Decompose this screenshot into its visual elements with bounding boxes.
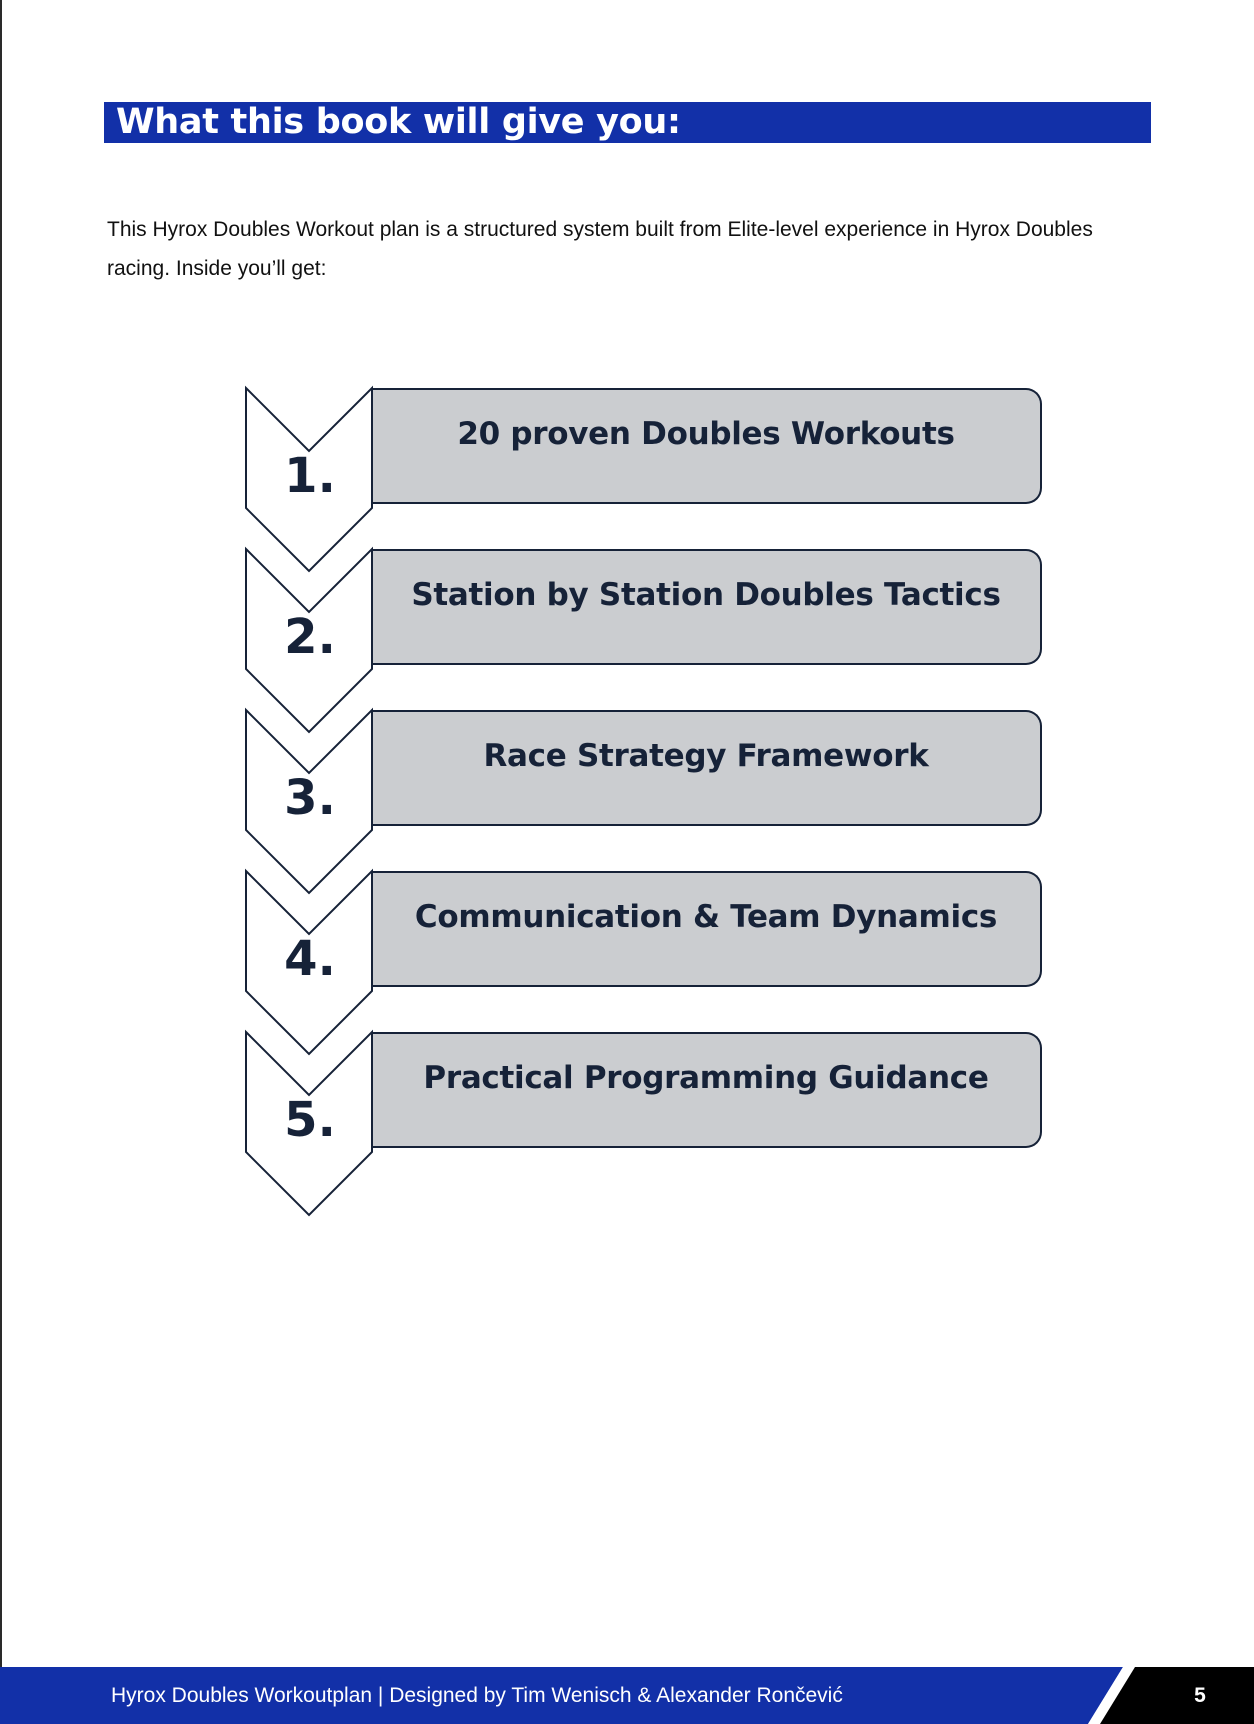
step-number: 3. (284, 770, 336, 826)
step-box (372, 549, 1042, 665)
step-label: 20 proven Doubles Workouts (457, 416, 955, 452)
step-number: 5. (284, 1092, 336, 1148)
step-label: Station by Station Doubles Tactics (411, 577, 1001, 613)
step-label: Practical Programming Guidance (423, 1060, 989, 1096)
intro-paragraph: This Hyrox Doubles Workout plan is a structured system built from Elite-level experience in Hyrox Doubles racing. Inside you’ll get: (107, 218, 1093, 280)
step-box (372, 710, 1042, 826)
step-box (372, 1032, 1042, 1148)
step-number: 2. (284, 609, 336, 665)
page-number: 5 (1194, 1684, 1206, 1707)
step-number: 1. (284, 448, 336, 504)
page-footer (0, 1667, 1254, 1724)
step-label: Race Strategy Framework (483, 738, 929, 774)
step-label: Communication & Team Dynamics (414, 899, 998, 935)
footer-credit: Hyrox Doubles Workoutplan | Designed by Tim Wenisch & Alexander Rončević (111, 1684, 843, 1707)
step-box (372, 871, 1042, 987)
step-number: 4. (284, 931, 336, 987)
step-box (372, 388, 1042, 504)
section-title: What this book will give you: (116, 102, 681, 142)
